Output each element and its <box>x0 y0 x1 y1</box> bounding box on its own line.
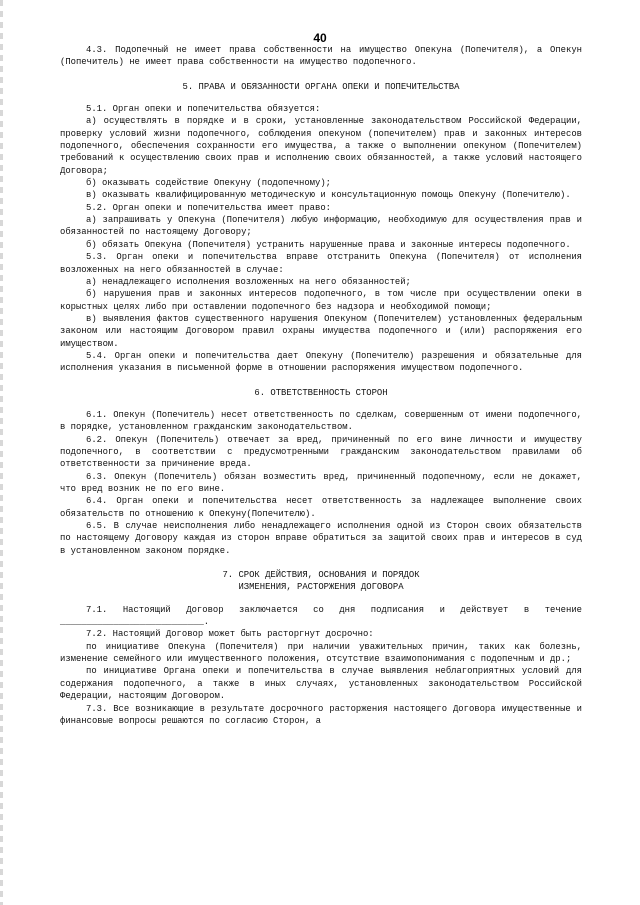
paragraph: в) выявления фактов существенного нарушения Опекуном (Попечителем) установленных федеральным законом или настоящим Договором правил охраны имущества подопечного и (или) распоряжения его имуществом. <box>60 313 582 349</box>
paragraph: б) нарушения прав и законных интересов подопечного, в том числе при осуществлении опеки в корыстных целях либо при оставлении подопечного без надзора и необходимой помощи; <box>60 289 582 312</box>
section-heading-line: 6. ОТВЕТСТВЕННОСТЬ СТОРОН <box>254 387 388 398</box>
paragraph: 6.1. Опекун (Попечитель) несет ответственность по сделкам, совершенным от имени подопечного, в порядке, установленном гражданским законодательством. <box>60 409 582 433</box>
scan-edge <box>0 0 3 905</box>
paragraph: а) ненадлежащего исполнения возложенных на него обязанностей; <box>86 276 411 287</box>
paragraph: 6.2. Опекун (Попечитель) отвечает за вред, причиненный по его вине личности и имуществу подопечного, в соответствии с предусмотренными гражданским законодательством правилами об ответственности за причинение вреда. <box>60 434 582 470</box>
paragraph: 5.4. Орган опеки и попечительства дает Опекуну (Попечителю) разрешения и обязательные для исполнения указания в письменной форме в отношении распоряжения имуществом подопечного. <box>60 350 582 374</box>
paragraph: 5.2. Орган опеки и попечительства имеет право: <box>86 202 331 213</box>
document-body <box>60 44 582 727</box>
paragraph: а) осуществлять в порядке и в сроки, установленные законодательством Российской Федерации, проверку условий жизни подопечного, соблюдения опекуном (попечителем) прав и законных интересов подопечного, обеспечения сохранности его имущества, а также о выполнении опекуном (Попечителем) требований к осуществлению своих прав и исполнению своих обязанностей, а также условий настоящего Договора; <box>60 116 582 176</box>
paragraph: 7.1. Настоящий Договор заключается со дня подписания и действует в течение ___________________________. <box>60 604 582 628</box>
section-heading-line: ИЗМЕНЕНИЯ, РАСТОРЖЕНИЯ ДОГОВОРА <box>238 582 404 593</box>
paragraph: а) запрашивать у Опекуна (Попечителя) любую информацию, необходимую для осуществления прав и обязанностей по настоящему Договору; <box>60 215 582 238</box>
paragraph: 7.3. Все возникающие в результате досрочного расторжения настоящего Договора имущественные и финансовые вопросы решаются по согласию Сторон, а <box>60 703 582 726</box>
paragraph: б) обязать Опекуна (Попечителя) устранить нарушенные права и законные интересы подопечного. <box>86 239 571 250</box>
paragraph: 6.4. Орган опеки и попечительства несет ответственность за надлежащее выполнение своих обязательств по отношению к Опекуну(Попечителю). <box>60 496 582 519</box>
paragraph: 4.3. Подопечный не имеет права собственности на имущество Опекуна (Попечителя), а Опекун (Попечитель) не имеет права собственности на имущество подопечного. <box>60 45 582 68</box>
section-heading-line: 5. ПРАВА И ОБЯЗАННОСТИ ОРГАНА ОПЕКИ И ПОПЕЧИТЕЛЬСТВА <box>182 81 460 92</box>
paragraph: по инициативе Органа опеки и попечительства в случае выявления неблагоприятных условий для содержания подопечного, а также в иных случаях, установленных законодательством Российской Федерации, настоящим Договором. <box>60 666 582 702</box>
page-number: 40 <box>313 31 327 45</box>
section-heading <box>60 387 582 399</box>
paragraph: 6.3. Опекун (Попечитель) обязан возместить вред, причиненный подопечному, если не докажет, что вред возник не по его вине. <box>60 471 582 494</box>
paragraph: 5.3. Орган опеки и попечительства вправе отстранить Опекуна (Попечителя) от исполнения возложенных на него обязанностей в случае: <box>60 252 582 275</box>
paragraph: в) оказывать квалифицированную методическую и консультационную помощь Опекуну (Попечителю). <box>86 190 571 201</box>
section-heading <box>60 569 582 594</box>
section-heading <box>60 81 582 93</box>
paragraph: 6.5. В случае неисполнения либо ненадлежащего исполнения одной из Сторон своих обязательств по настоящему Договору каждая из сторон вправе обратиться за защитой своих прав и интересов в суд в установленном законом порядке. <box>60 521 582 556</box>
section-heading-line: 7. СРОК ДЕЙСТВИЯ, ОСНОВАНИЯ И ПОРЯДОК <box>222 570 420 581</box>
paragraph: 7.2. Настоящий Договор может быть расторгнут досрочно: <box>86 629 374 640</box>
paragraph: по инициативе Опекуна (Попечителя) при наличии уважительных причин, таких как болезнь, изменение семейного или имущественного положения, отсутствие взаимопонимания с подопечным и др.; <box>60 641 582 665</box>
paragraph: 5.1. Орган опеки и попечительства обязуется: <box>86 104 321 115</box>
paragraph: б) оказывать содействие Опекуну (подопечному); <box>86 178 331 189</box>
